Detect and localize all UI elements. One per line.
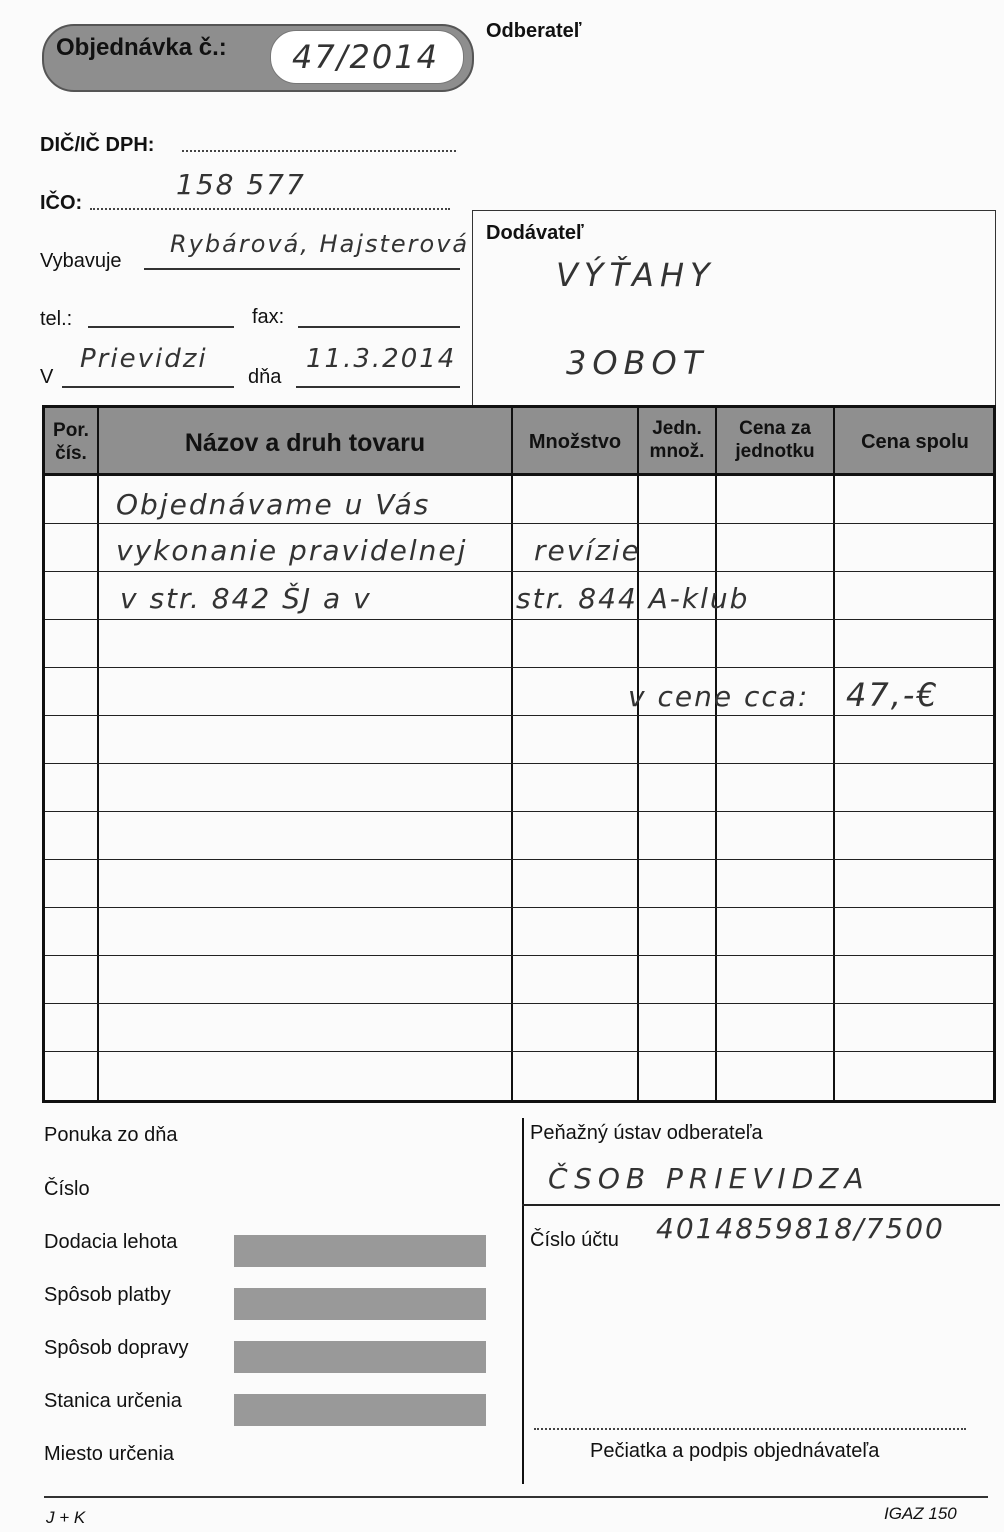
col-header-name: Názov a druh tovaru [184, 429, 426, 457]
signature-label: Pečiatka a podpis objednávateľa [590, 1440, 880, 1462]
col-header-unit: Jedn. množ. [649, 418, 705, 462]
table-row [45, 1051, 993, 1052]
column-divider [637, 408, 639, 1102]
item-line-1: Objednávame u Vás [116, 488, 431, 521]
station-field[interactable] [234, 1394, 486, 1426]
date-value: 11.3.2014 [306, 344, 457, 374]
handled-by-label: Vybavuje [40, 250, 122, 272]
left-code: J + K [46, 1508, 86, 1527]
place-value: Prievidzi [80, 344, 208, 374]
table-row [45, 955, 993, 956]
destination-label: Miesto určenia [44, 1443, 175, 1465]
place-label: V [40, 366, 54, 388]
date-label: dňa [248, 366, 282, 388]
price-value: 47,-€ [846, 676, 939, 714]
col-header-total: Cena spolu [861, 431, 969, 453]
offer-date-label: Ponuka zo dňa [44, 1124, 178, 1146]
col-header-number: Por. čís. [53, 420, 89, 464]
delivery-field[interactable] [234, 1235, 486, 1267]
transport-field[interactable] [234, 1341, 486, 1373]
column-divider [715, 408, 717, 1102]
table-row [45, 715, 993, 716]
column-divider [833, 408, 835, 1102]
price-text: v cene cca: [628, 680, 810, 713]
tel-field[interactable] [88, 308, 234, 328]
bottom-rule [44, 1496, 988, 1498]
supplier-heading: Dodávateľ [486, 222, 584, 244]
number-label: Číslo [44, 1178, 90, 1200]
fax-label: fax: [252, 306, 285, 328]
table-row [45, 667, 993, 668]
fax-field[interactable] [298, 308, 460, 328]
order-label: Objednávka č.: [56, 34, 227, 61]
dic-label: DIČ/IČ DPH: [40, 134, 155, 156]
column-divider [511, 408, 513, 1102]
item-line-2a: vykonanie pravidelnej [116, 534, 468, 567]
supplier-line2: 3OBOT [566, 344, 709, 382]
transport-label: Spôsob dopravy [44, 1337, 189, 1359]
delivery-label: Dodacia lehota [44, 1231, 178, 1253]
station-label: Stanica určenia [44, 1390, 182, 1412]
account-label: Číslo účtu [530, 1229, 619, 1251]
bank-value: ČSOB PRIEVIDZA [548, 1162, 870, 1195]
ico-label: IČO: [40, 192, 83, 214]
ico-value: 158 577 [176, 168, 306, 201]
account-value: 4014859818/7500 [656, 1212, 945, 1245]
dic-field[interactable] [182, 132, 456, 152]
right-code: IGAZ 150 [884, 1504, 957, 1523]
item-line-2b: revízie [534, 534, 641, 567]
table-row [45, 523, 993, 524]
col-header-unit-price: Cena za jednotku [735, 418, 815, 462]
item-line-3a: v str. 842 ŠJ a v [120, 582, 372, 615]
payment-field[interactable] [234, 1288, 486, 1320]
customer-heading: Odberateľ [486, 20, 582, 42]
table-row [45, 1003, 993, 1004]
signature-field[interactable] [534, 1420, 966, 1430]
table-row [45, 763, 993, 764]
footer-divider [522, 1118, 524, 1484]
table-row [45, 859, 993, 860]
table-row [45, 907, 993, 908]
handled-by-value: Rybárová, Hajsterová [170, 230, 470, 258]
bank-separator [522, 1204, 1000, 1206]
tel-label: tel.: [40, 308, 73, 330]
payment-label: Spôsob platby [44, 1284, 171, 1306]
supplier-line1: VÝŤAHY [556, 256, 716, 294]
order-number-value: 47/2014 [292, 38, 439, 76]
table-row [45, 619, 993, 620]
table-row [45, 811, 993, 812]
table-row [45, 571, 993, 572]
column-divider [97, 408, 99, 1102]
col-header-quantity: Množstvo [528, 431, 622, 453]
item-line-3b: str. 844 A-klub [516, 582, 750, 615]
bank-label: Peňažný ústav odberateľa [530, 1122, 763, 1144]
